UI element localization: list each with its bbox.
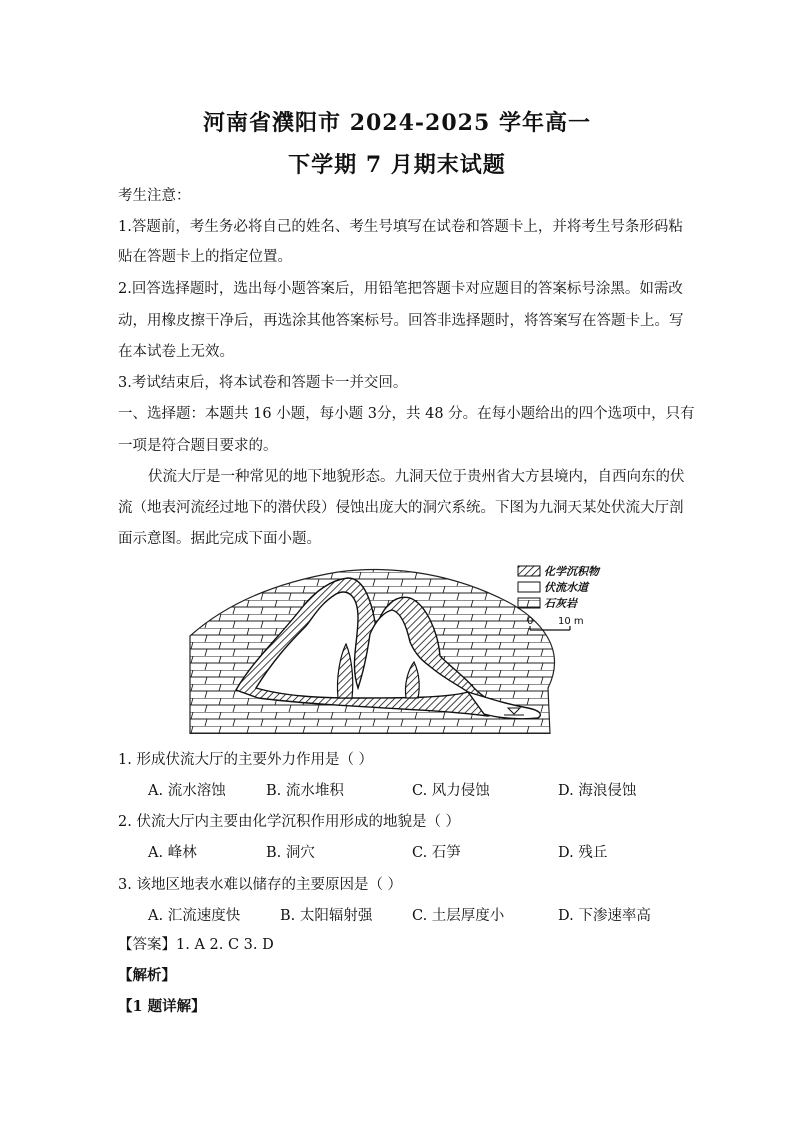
legend-swatch-deposit: [518, 566, 540, 576]
legend-label-limestone: 石灰岩: [544, 597, 577, 610]
legend-swatch-limestone: [518, 598, 540, 608]
section-heading-1: 一、选择题：本题共 16 小题，每小题 3分，共 48 分。在每小题给出的四个选项中，只有: [118, 406, 695, 422]
question-3-stem: 3. 该地区地表水难以储存的主要原因是（ ）: [118, 877, 403, 893]
q1-option-a[interactable]: A. 流水溶蚀: [148, 783, 226, 799]
scale-label-zero: 0: [527, 616, 534, 627]
cave-section-figure: [188, 558, 618, 734]
q2-option-b[interactable]: B. 洞穴: [266, 845, 315, 861]
notice-heading: 考生注意：: [118, 188, 191, 204]
notice-item-1a: 1.答题前，考生务必将自己的姓名、考生号填写在试卷和答题卡上，并将考生号条形码粘: [118, 219, 683, 235]
q1-option-c[interactable]: C. 风力侵蚀: [412, 783, 490, 799]
q2-option-d[interactable]: D. 残丘: [558, 845, 608, 861]
legend-label-channel: 伏流水道: [544, 581, 588, 594]
question-2-stem: 2. 伏流大厅内主要由化学沉积作用形成的地貌是（ ）: [118, 814, 461, 830]
analysis-label: 【解析】: [118, 967, 176, 984]
notice-item-2a: 2.回答选择题时，选出每小题答案后，用铅笔把答题卡对应题目的答案标号涂黑。如需改: [118, 281, 683, 297]
passage-line-3: 面示意图。据此完成下面小题。: [118, 531, 321, 547]
q1-option-b[interactable]: B. 流水堆积: [266, 783, 344, 799]
passage-line-2: 流（地表河流经过地下的潜伏段）侵蚀出庞大的洞穴系统。下图为九洞天某处伏流大厅剖: [118, 500, 684, 516]
detail-label: 【1 题详解】: [118, 998, 206, 1015]
notice-item-2c: 在本试卷上无效。: [118, 344, 234, 360]
legend-swatch-channel: [518, 582, 540, 592]
question-1-stem: 1. 形成伏流大厅的主要外力作用是（ ）: [118, 752, 374, 768]
answer-line: 【答案】1. A 2. C 3. D: [118, 937, 274, 953]
passage-line-1: 伏流大厅是一种常见的地下地貌形态。九洞天位于贵州省大方县境内，自西向东的伏: [148, 469, 685, 485]
scale-label-end: 10 m: [558, 616, 584, 627]
q3-option-d[interactable]: D. 下渗速率高: [558, 908, 651, 924]
notice-item-2b: 动，用橡皮擦干净后，再选涂其他答案标号。回答非选择题时，将答案写在答题卡上。写: [118, 313, 684, 329]
q2-option-c[interactable]: C. 石笋: [412, 845, 461, 861]
q1-option-d[interactable]: D. 海浪侵蚀: [558, 783, 637, 799]
notice-item-1b: 贴在答题卡上的指定位置。: [118, 249, 292, 265]
section-heading-2: 一项是符合题目要求的。: [118, 438, 278, 454]
q3-option-b[interactable]: B. 太阳辐射强: [280, 908, 373, 924]
q3-option-a[interactable]: A. 汇流速度快: [148, 908, 241, 924]
exam-title-line-2: 下学期 7 月期末试题: [288, 152, 506, 178]
q3-option-c[interactable]: C. 土层厚度小: [412, 908, 505, 924]
q2-option-a[interactable]: A. 峰林: [148, 845, 197, 861]
notice-item-3: 3.考试结束后，将本试卷和答题卡一并交回。: [118, 375, 408, 391]
legend-label-deposit: 化学沉积物: [544, 565, 599, 578]
exam-title-line-1: 河南省濮阳市 2024-2025 学年高一: [203, 110, 591, 136]
